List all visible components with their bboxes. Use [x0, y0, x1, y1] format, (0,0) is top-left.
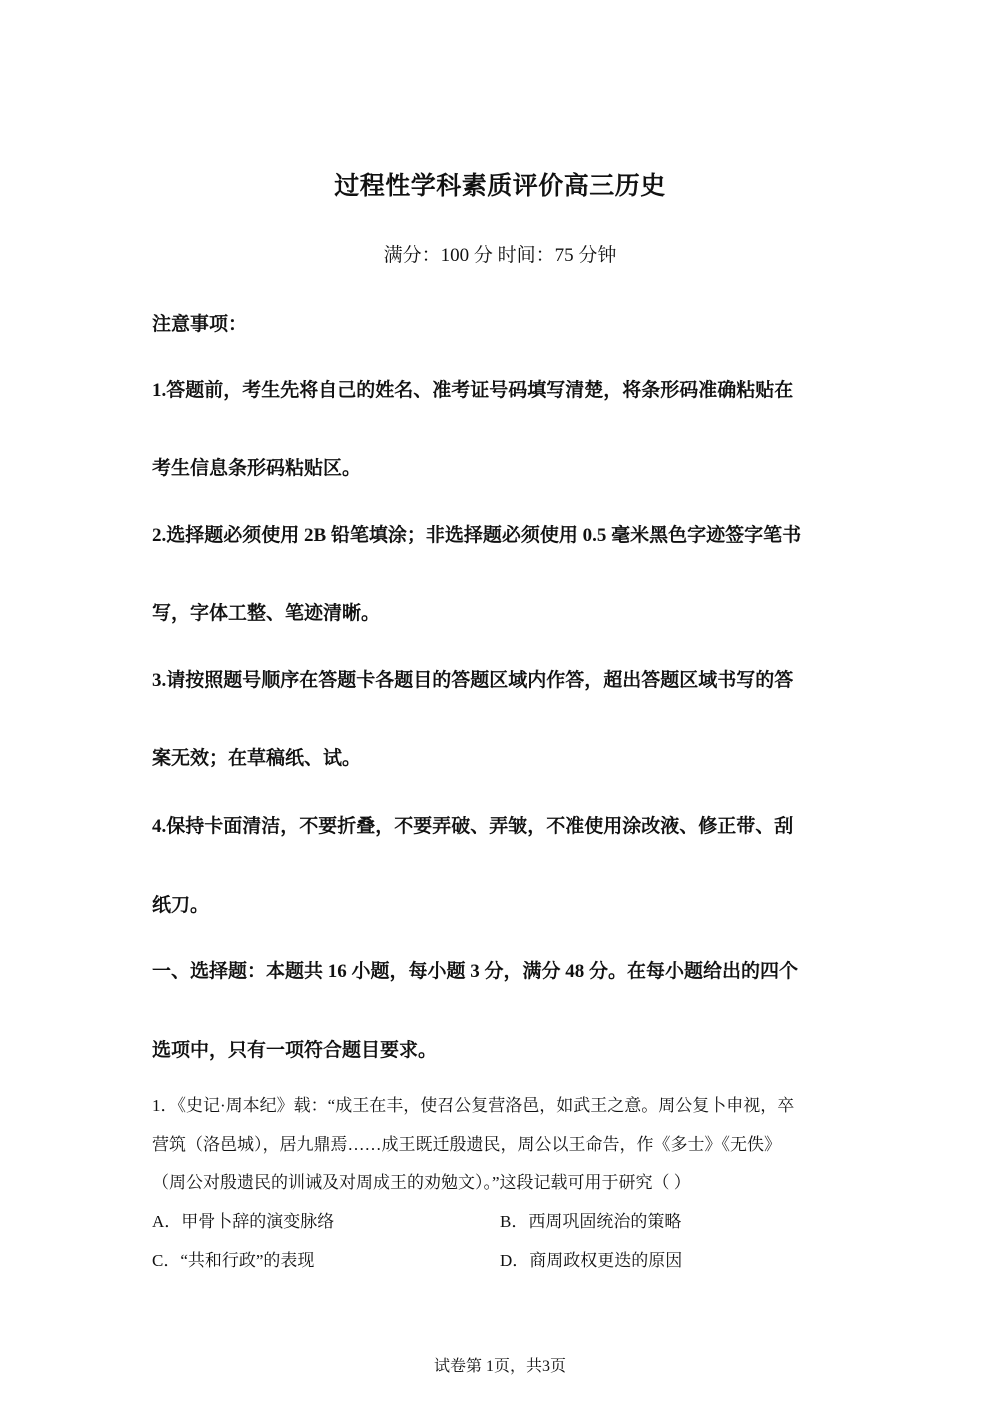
- question-1-option-a: A．甲骨卜辞的演变脉络: [152, 1212, 335, 1231]
- notice-3-line-1: 3.请按照题号顺序在答题卡各题目的答题区域内作答，超出答题区域书写的答: [152, 670, 794, 691]
- page-title: 过程性学科素质评价高三历史: [334, 171, 666, 200]
- score-time-info: 满分：100 分 时间：75 分钟: [383, 245, 617, 266]
- section-heading-line-1: 一、选择题：本题共 16 小题，每小题 3 分，满分 48 分。在每小题给出的四个: [152, 961, 799, 982]
- notice-4-line-2: 纸刀。: [152, 895, 210, 916]
- notice-1-line-2: 考生信息条形码粘贴区。: [152, 458, 362, 479]
- question-1-option-b: B．西周巩固统治的策略: [500, 1212, 682, 1231]
- notice-heading: 注意事项：: [152, 314, 248, 335]
- page-footer: 试卷第 1页，共3页: [433, 1358, 566, 1375]
- notice-1-line-1: 1.答题前，考生先将自己的姓名、准考证号码填写清楚，将条形码准确粘贴在: [152, 380, 794, 401]
- question-1-line-2: 营筑（洛邑城），居九鼎焉……成王既迁殷遗民，周公以王命告，作《多士》《无佚》: [152, 1135, 781, 1154]
- question-1-option-c: C．“共和行政”的表现: [152, 1251, 315, 1270]
- question-1-option-d: D．商周政权更迭的原因: [500, 1251, 683, 1270]
- notice-3-line-2: 案无效；在草稿纸、试。: [152, 748, 362, 769]
- question-1-line-3: （周公对殷遗民的训诫及对周成王的劝勉文）。”这段记载可用于研究（ ）: [152, 1173, 691, 1192]
- notice-2-line-2: 写，字体工整、笔迹清晰。: [152, 603, 381, 624]
- notice-4-line-1: 4.保持卡面清洁，不要折叠，不要弄破、弄皱，不准使用涂改液、修正带、刮: [152, 816, 794, 837]
- notice-2-line-1: 2.选择题必须使用 2B 铅笔填涂；非选择题必须使用 0.5 毫米黑色字迹签字笔书: [152, 525, 802, 546]
- section-heading-line-2: 选项中，只有一项符合题目要求。: [152, 1040, 438, 1061]
- question-1-line-1: 1．《史记·周本纪》载：“成王在丰，使召公复营洛邑，如武王之意。周公复卜申视，卒: [152, 1096, 795, 1115]
